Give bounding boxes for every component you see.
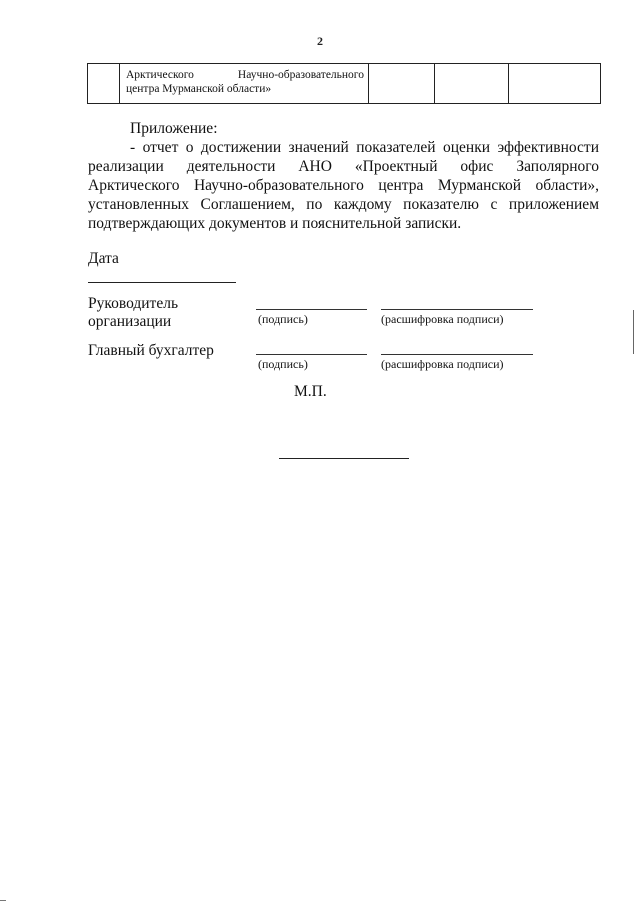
- page-number: 2: [317, 34, 323, 48]
- accountant-signature-label: Главный бухгалтер: [88, 342, 214, 359]
- head-name-line: [381, 309, 533, 310]
- accountant-signature-hint: (подпись): [258, 357, 308, 371]
- head-label-line1: Руководитель: [88, 295, 179, 312]
- head-label-line2: организации: [88, 313, 172, 330]
- head-signature-label: [88, 295, 178, 331]
- org-name-line1: Арктического Научно-образовательного: [126, 69, 364, 81]
- table-cell-empty-3: [509, 64, 601, 104]
- table-cell-empty-2: [435, 64, 509, 104]
- head-name-hint: (расшифровка подписи): [381, 312, 504, 326]
- head-signature-hint: (подпись): [258, 312, 308, 326]
- attachment-text: - отчет о достижении значений показателей оценки эффективности реализации деятельности АНО «Проектный офис Заполярного Арктического Научно-образовательного центра Мурманской области», установленных Соглашением, по каждому показателю с приложением подтверждающих документов и пояснительной записки.: [88, 139, 599, 232]
- end-of-document-line: [279, 458, 409, 459]
- table-cell-number: [88, 64, 120, 104]
- accountant-name-hint: (расшифровка подписи): [381, 357, 504, 371]
- attachment-heading: Приложение:: [130, 120, 218, 137]
- accountant-signature-line: [256, 354, 367, 355]
- table-cell-empty-1: [369, 64, 435, 104]
- org-name-line2: центра Мурманской области»: [126, 83, 272, 95]
- date-label: Дата: [88, 250, 119, 267]
- accountant-name-line: [381, 354, 533, 355]
- table-row: [88, 64, 601, 104]
- head-signature-line: [256, 309, 367, 310]
- stamp-label: М.П.: [294, 383, 327, 400]
- indicator-table-fragment: [87, 63, 601, 104]
- scan-corner-mark: [0, 900, 6, 901]
- table-cell-org-name: [120, 64, 369, 104]
- scan-margin-mark: [633, 310, 634, 354]
- date-line: [88, 282, 236, 283]
